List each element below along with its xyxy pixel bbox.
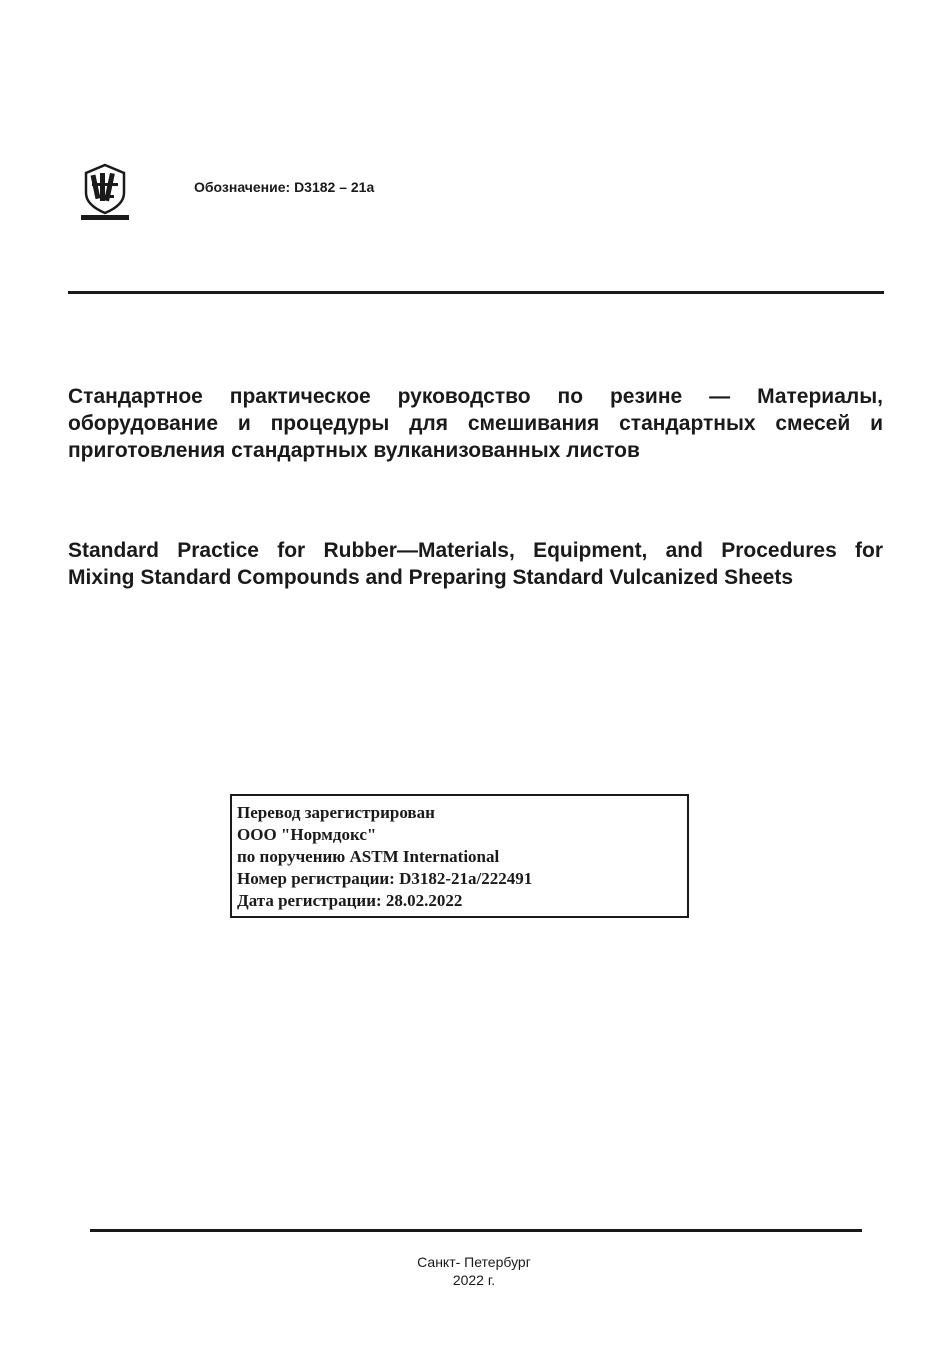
registration-company: ООО "Нормдокс" [237,825,377,844]
registration-date: Дата регистрации: 28.02.2022 [237,891,463,910]
footer-city: Санкт- Петербург [417,1254,531,1270]
registration-status: Перевод зарегистрирован [237,803,435,822]
document-designation: Обозначение: D3182 – 21a [194,179,375,195]
title-english [68,537,883,591]
title-english-line: Standard Practice for Rubber—Materials, Equipment, and Procedures for [68,539,883,562]
title-russian [68,383,883,464]
registration-number: Номер регистрации: D3182-21a/222491 [237,869,533,888]
title-english-line: Mixing Standard Compounds and Preparing Standard Vulcanized Sheets [68,566,793,589]
top-divider [68,291,884,294]
title-russian-line: приготовления стандартных вулканизованных листов [68,439,640,462]
footer-year: 2022 г. [452,1272,496,1288]
title-russian-line: оборудование и процедуры для смешивания стандартных смесей и [68,412,883,435]
title-russian-line: Стандартное практическое руководство по резине — Материалы, [68,385,883,408]
bottom-divider [90,1229,862,1232]
registration-commission: по поручению ASTM International [237,847,500,866]
registration-box [230,794,689,918]
astm-logo-icon [78,163,132,223]
